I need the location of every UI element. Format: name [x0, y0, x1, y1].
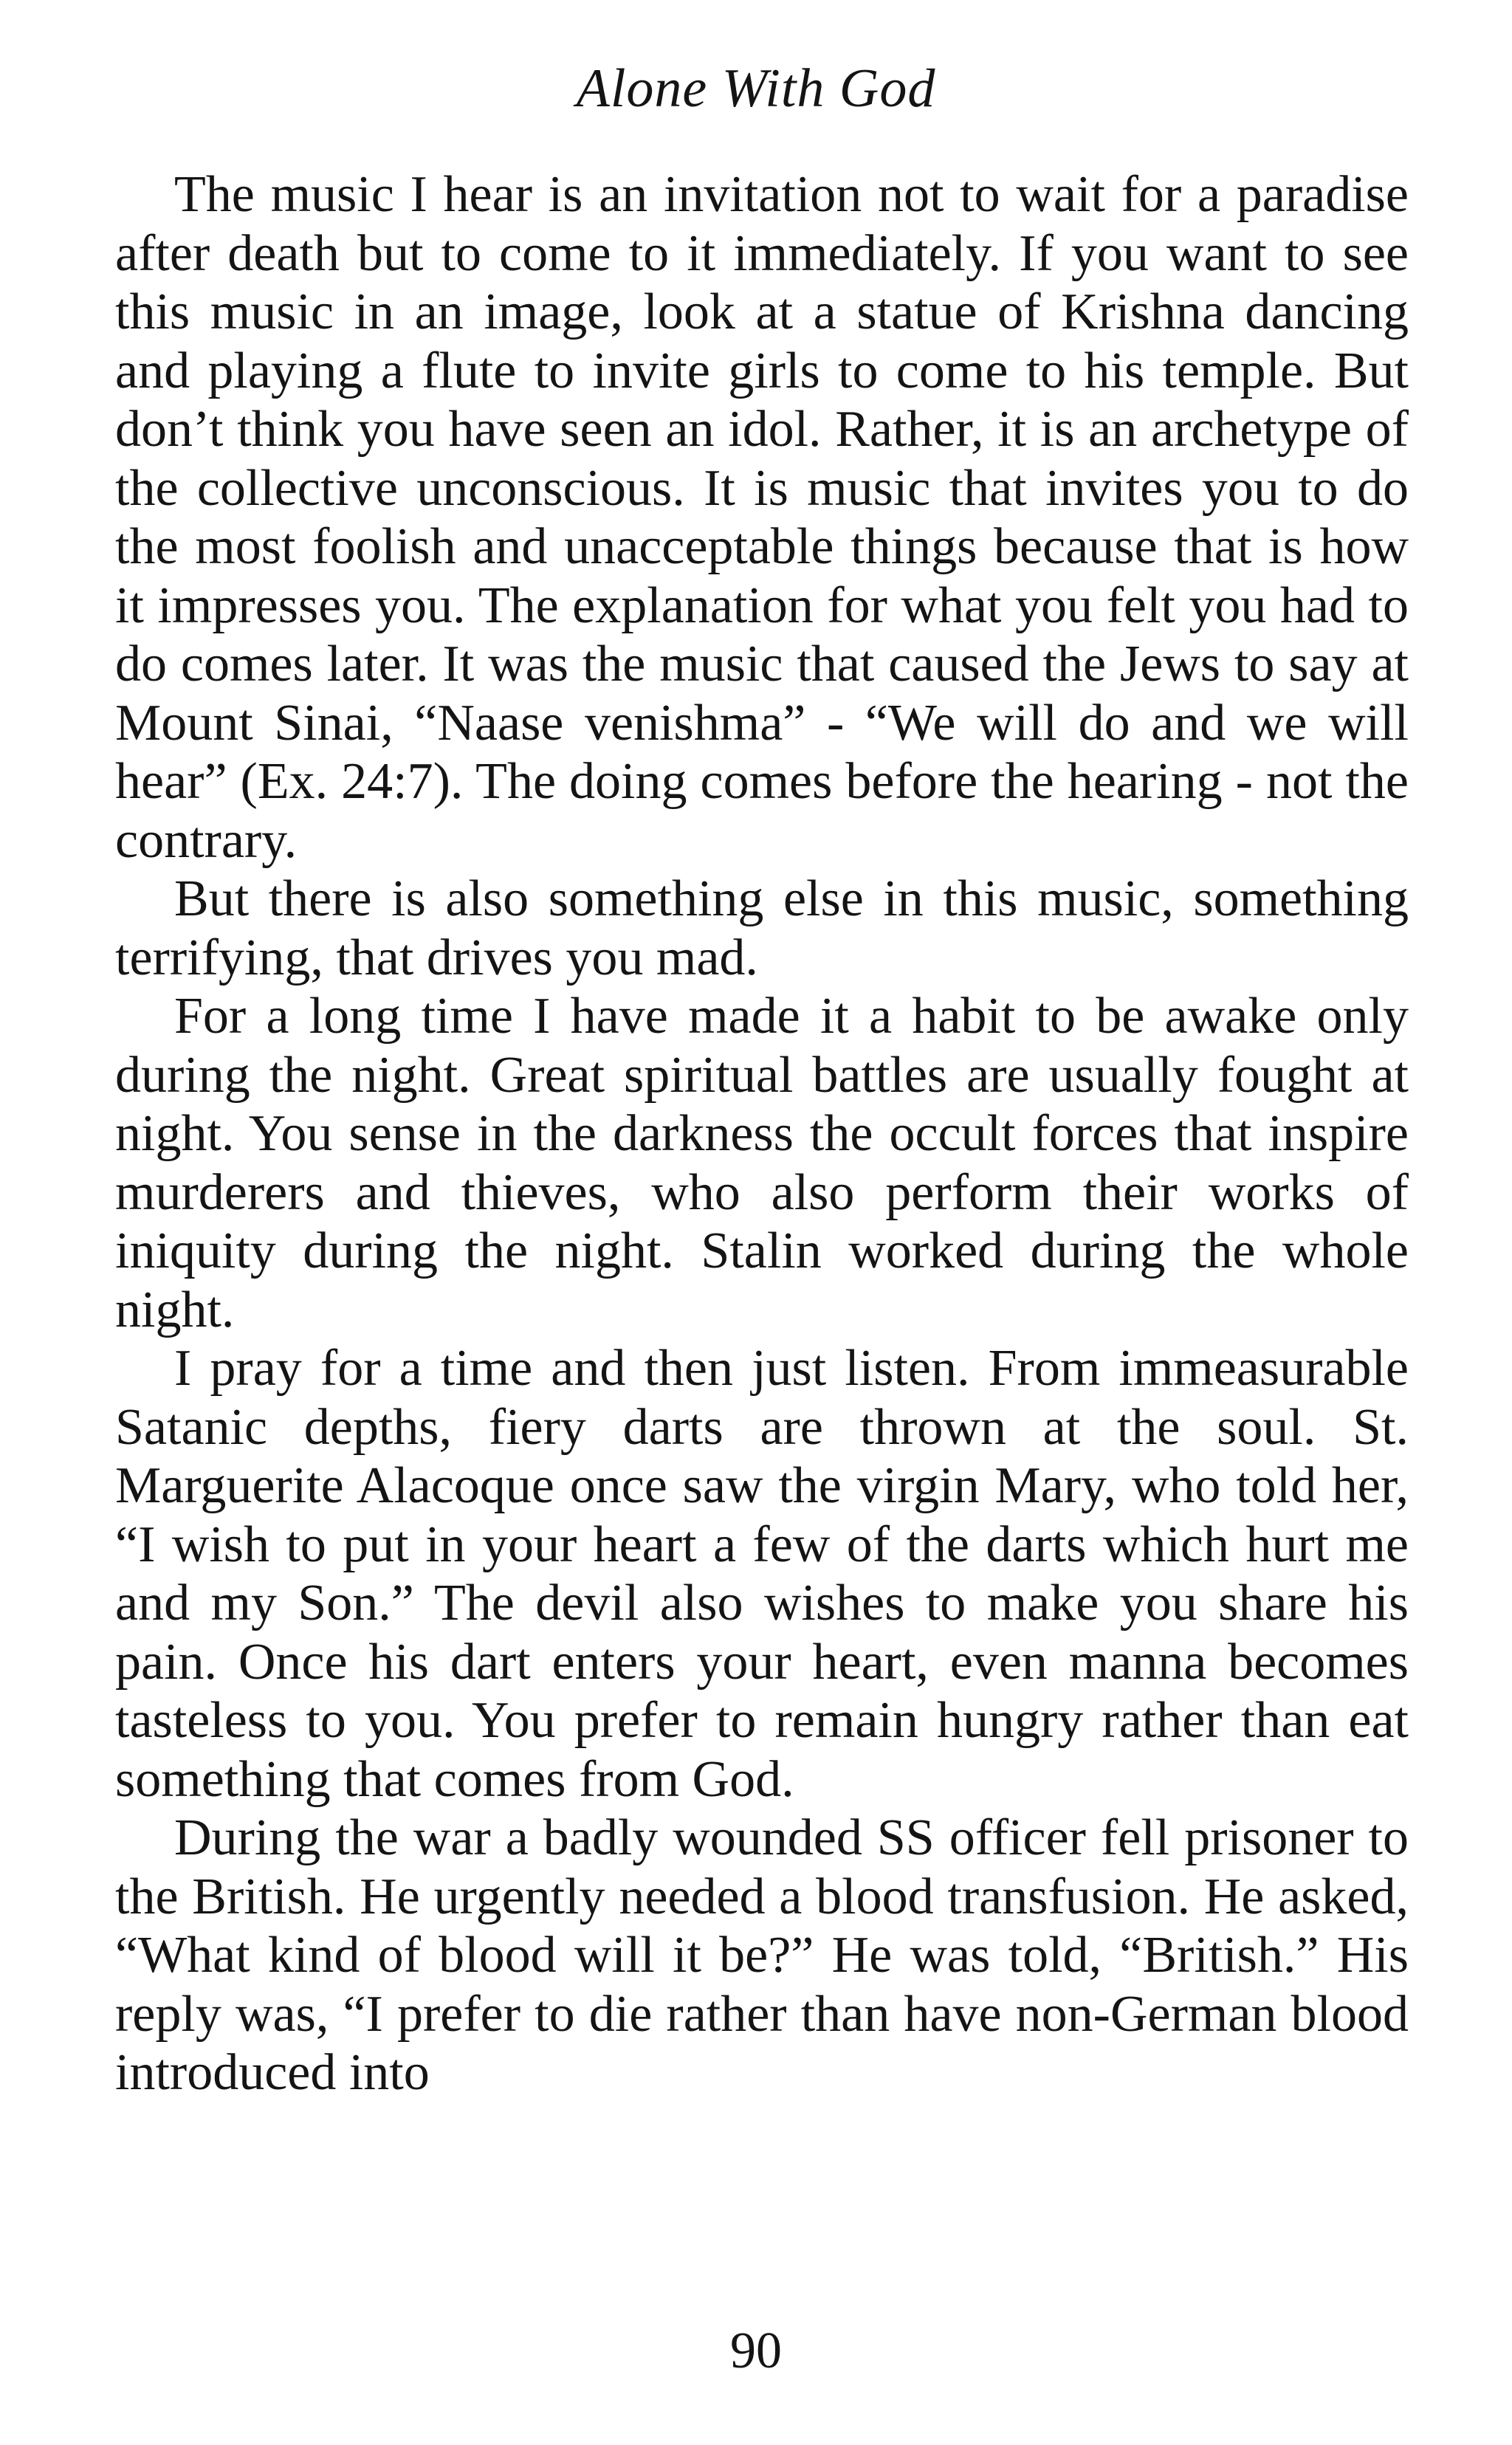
paragraph: I pray for a time and then just listen. From immeasurable Satanic depths, fiery darts are thrown at the soul. St. Marguerite Alacoque once saw the virgin Mary, who told her, “I wish to put in your heart a few of the darts which hurt me and my Son.” The devil also wishes to make you share his pain. Once his dart enters your heart, even manna becomes tasteless to you. You prefer to remain hungry rather than eat something that comes from God.	[115, 1340, 1409, 1808]
paragraph: But there is also something else in this music, something terrifying, that drives you mad.	[115, 870, 1409, 986]
body-text	[115, 165, 1409, 2102]
paragraph: For a long time I have made it a habit to be awake only during the night. Great spiritual battles are usually fought at night. You sense in the darkness the occult forces that inspire murderers and thieves, who also perform their works of iniquity during the night. Stalin worked during the whole night.	[115, 988, 1409, 1338]
running-head: Alone With God	[576, 58, 936, 119]
paragraph: During the war a badly wounded SS officer fell prisoner to the British. He urgently needed a blood transfusion. He asked, “What kind of blood will it be?” He was told, “British.” His reply was, “I prefer to die rather than have non-German blood introduced into	[115, 1809, 1409, 2101]
page-number: 90	[730, 2322, 782, 2379]
paragraph: The music I hear is an invitation not to wait for a paradise after death but to come to it immediately. If you want to see this music in an image, look at a statue of Krishna dancing and playing a flute to invite girls to come to his temple. But don’t think you have seen an idol. Rather, it is an archetype of the collective unconscious. It is music that invites you to do the most foolish and unacceptable things because that is how it impresses you. The explanation for what you felt you had to do comes later. It was the music that caused the Jews to say at Mount Sinai, “Naase venishma” - “We will do and we will hear” (Ex. 24:7). The doing comes before the hearing - not the contrary.	[115, 166, 1409, 869]
